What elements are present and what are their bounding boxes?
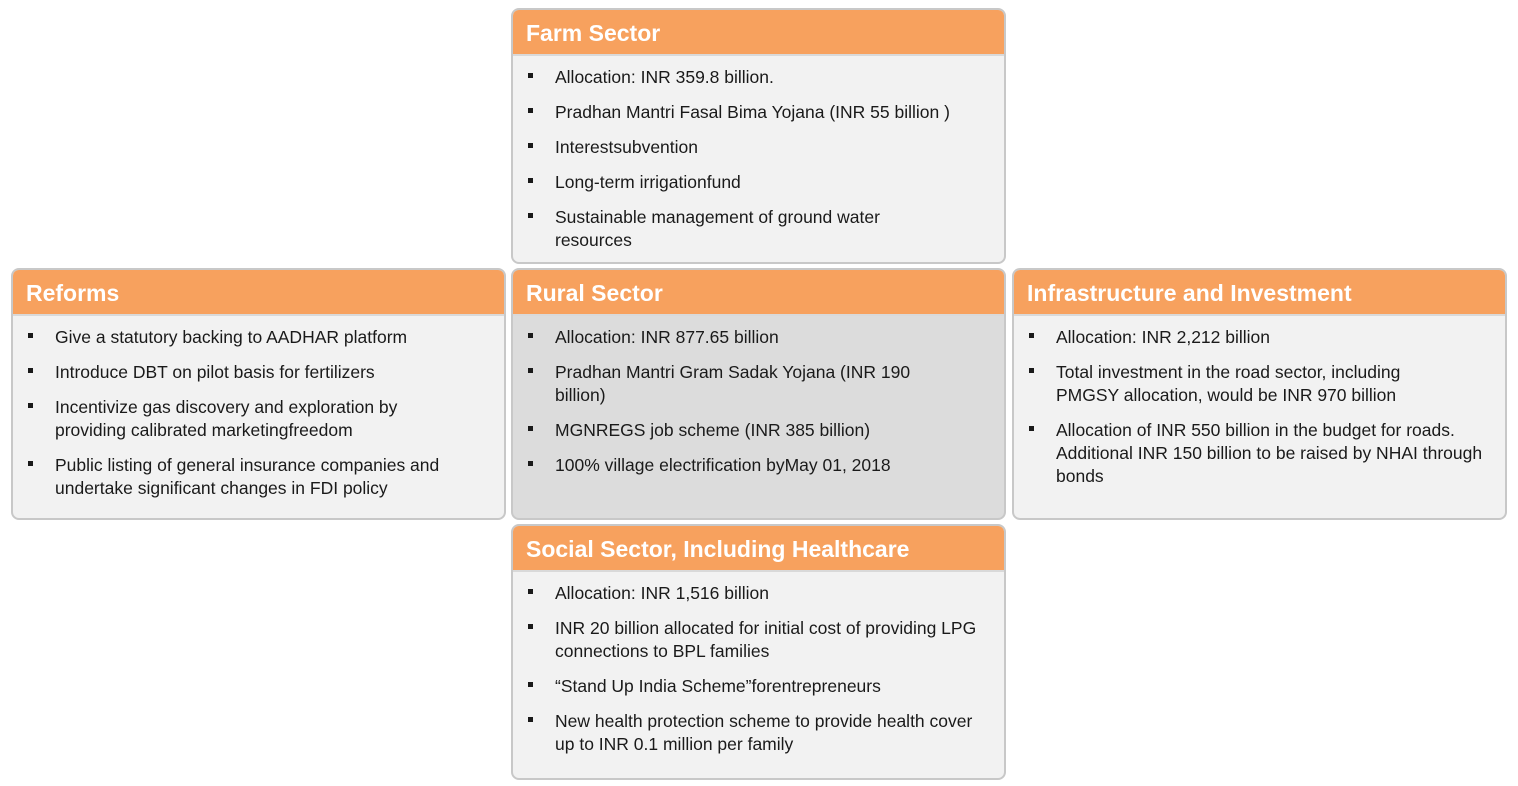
reforms-card <box>11 268 506 520</box>
social-sector-card <box>511 524 1006 780</box>
farm-sector-list <box>513 56 1004 252</box>
rural-sector-title: Rural Sector <box>513 270 1004 316</box>
rural-sector-card <box>511 268 1006 520</box>
list-item: Allocation of INR 550 billion in the budget for roads. Additional INR 150 billion to be raised by NHAI through bonds <box>1056 419 1491 488</box>
list-item: Long-term irrigationfund <box>555 171 990 194</box>
infrastructure-list <box>1014 316 1505 488</box>
rural-sector-list <box>513 316 1004 477</box>
list-item: Sustainable management of ground water resources <box>555 206 990 252</box>
reforms-list <box>13 316 504 500</box>
list-item: Total investment in the road sector, including PMGSY allocation, would be INR 970 billion <box>1056 361 1491 407</box>
list-item: Interestsubvention <box>555 136 990 159</box>
social-sector-title: Social Sector, Including Healthcare <box>513 526 1004 572</box>
list-item: Allocation: INR 1,516 billion <box>555 582 990 605</box>
infrastructure-title: Infrastructure and Investment <box>1014 270 1505 316</box>
list-item: INR 20 billion allocated for initial cost of providing LPG connections to BPL families <box>555 617 990 663</box>
list-item: Allocation: INR 877.65 billion <box>555 326 990 349</box>
list-item: MGNREGS job scheme (INR 385 billion) <box>555 419 990 442</box>
social-sector-list <box>513 572 1004 756</box>
list-item: “Stand Up India Scheme”forentrepreneurs <box>555 675 990 698</box>
list-item: Public listing of general insurance companies and undertake significant changes in FDI policy <box>55 454 490 500</box>
list-item: Pradhan Mantri Gram Sadak Yojana (INR 190 billion) <box>555 361 990 407</box>
list-item: Introduce DBT on pilot basis for fertilizers <box>55 361 490 384</box>
list-item: Allocation: INR 2,212 billion <box>1056 326 1491 349</box>
reforms-title: Reforms <box>13 270 504 316</box>
farm-sector-card <box>511 8 1006 264</box>
list-item: New health protection scheme to provide health cover up to INR 0.1 million per family <box>555 710 990 756</box>
infrastructure-card <box>1012 268 1507 520</box>
list-item: Give a statutory backing to AADHAR platform <box>55 326 490 349</box>
list-item: Pradhan Mantri Fasal Bima Yojana (INR 55 billion ) <box>555 101 990 124</box>
list-item: Incentivize gas discovery and exploration by providing calibrated marketingfreedom <box>55 396 490 442</box>
farm-sector-title: Farm Sector <box>513 10 1004 56</box>
list-item: Allocation: INR 359.8 billion. <box>555 66 990 89</box>
list-item: 100% village electrification byMay 01, 2018 <box>555 454 990 477</box>
